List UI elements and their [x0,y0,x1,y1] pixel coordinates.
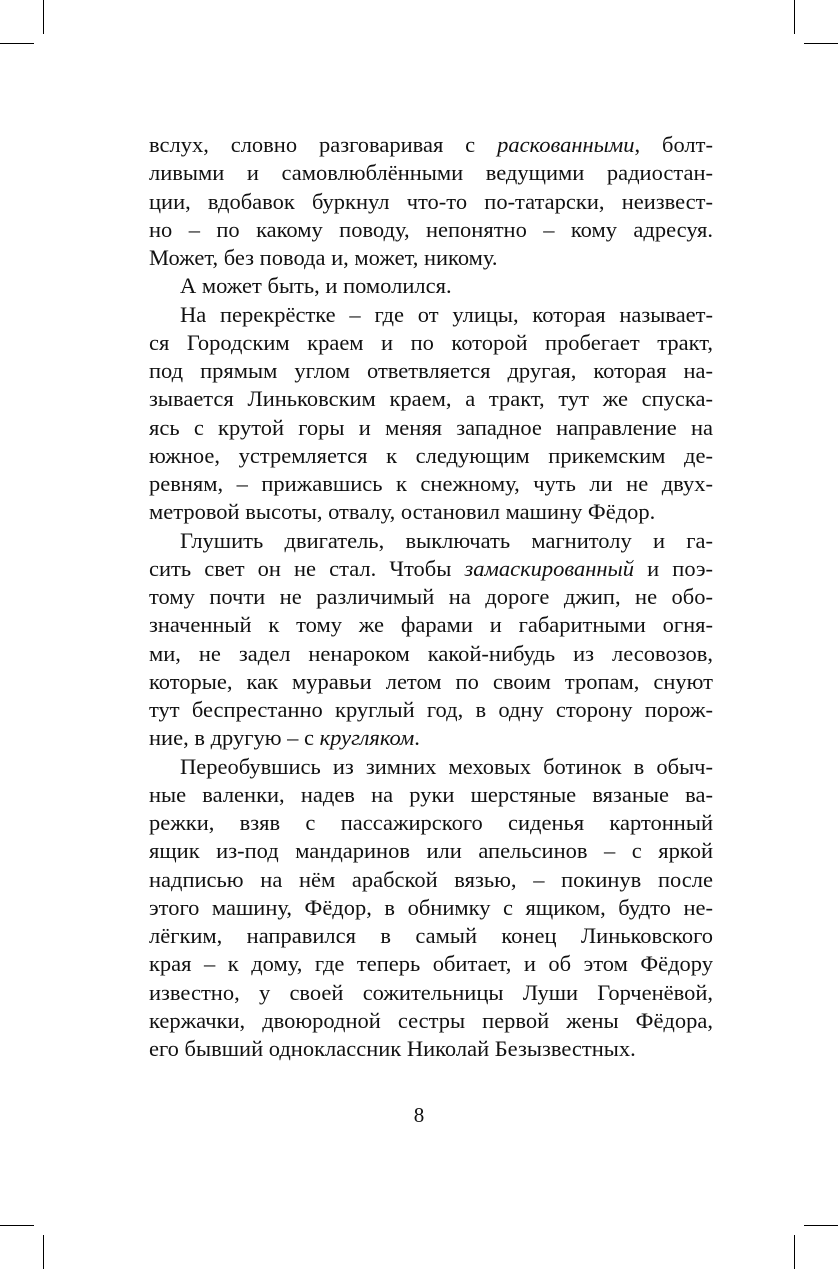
line-text: надписью на нём арабской вязью, – покинув после [149,866,713,892]
text-line [149,470,713,498]
line-text: зывается Линьковским краем, а тракт, тут же спуска- [149,386,713,412]
text-line [149,837,713,865]
body-text [149,131,713,1063]
line-text: ся Городским краем и по которой пробегает тракт, [149,329,713,355]
line-text: тому почти не различимый на дороге джип, не обо- [149,584,713,609]
text-line [149,950,713,978]
line-text: лёгким, направился в самый конец Линьковского [149,923,713,948]
line-text: но – по какому поводу, непонятно – кому адресуя. [149,216,713,242]
line-text: метровой высоты, отвалу, остановил машину Фёдор. [149,499,656,525]
text-line [149,979,713,1007]
line-text: его бывший одноклассник Николай Безызвестных. [149,1036,636,1061]
text-line [149,159,713,187]
text-line [149,244,713,272]
text-line [149,385,713,413]
text-line [149,809,713,837]
line-text: ливыми и самовлюблёнными ведущими радиостан- [149,160,713,186]
crop-mark-top-right-vertical [794,0,795,34]
text-line [149,753,713,781]
text-line [149,894,713,922]
text-line [149,1035,713,1063]
text-line [149,131,713,159]
line-italic-word: раскованными [497,132,635,157]
line-text: южное, устремляется к следующим прикемским де- [149,442,713,468]
line-text: под прямым углом ответвляется другая, которая на- [149,358,713,383]
line-text: На перекрёстке – где от улицы, которая называет- [180,301,713,327]
line-text-tail: . [414,725,420,751]
text-line [149,1007,713,1035]
line-text: известно, у своей сожительницы Луши Горченёвой, [149,979,713,1005]
crop-mark-top-left-horizontal [0,43,34,44]
text-line [149,866,713,894]
text-line [149,272,713,300]
line-text: ные валенки, надев на руки шерстяные вязаные ва- [149,781,713,807]
line-text: ции, вдобавок буркнул что-то по-татарски, неизвест- [149,188,713,214]
line-text: тут беспрестанно круглый год, в одну сторону порож- [149,697,713,722]
line-text: Может, без повода и, может, никому. [149,245,498,270]
line-italic-word: замаскированный [464,555,635,581]
line-text: кержачки, двоюродной сестры первой жены Фёдора, [149,1007,713,1033]
line-text-tail: , болт- [634,132,713,157]
text-line [149,668,713,696]
line-text: края – к дому, где теперь обитает, и об этом Фёдору [149,951,713,977]
text-line [149,357,713,385]
line-text: ясь с крутой горы и меняя западное направление на [149,414,713,440]
text-line [149,442,713,470]
crop-mark-top-left-vertical [43,0,44,34]
text-line [149,414,713,442]
text-line [149,696,713,724]
line-text: которые, как муравьи летом по своим тропам, снуют [149,668,713,694]
line-text: этого машину, Фёдор, в обнимку с ящиком, будто не- [149,894,713,920]
text-line [149,640,713,668]
text-line [149,555,713,583]
text-line [149,724,713,752]
page-number: 8 [413,1103,425,1127]
line-text: вслух, словно разговаривая с [149,132,498,157]
line-text-tail: и поэ- [634,555,713,581]
crop-mark-top-right-horizontal [804,43,838,44]
text-line [149,216,713,244]
crop-mark-bottom-left-vertical [43,1235,44,1269]
line-text: ящик из-под мандаринов или апельсинов – с яркой [149,838,713,864]
line-text: режки, взяв с пассажирского сиденья картонный [149,810,713,835]
line-text: ревням, – прижавшись к снежному, чуть ли не двух- [149,471,713,496]
text-line [149,188,713,216]
text-line [149,301,713,329]
line-text: Глушить двигатель, выключать магнитолу и га- [180,527,713,553]
text-line [149,329,713,357]
crop-mark-bottom-right-horizontal [804,1225,838,1226]
line-text: значенный к тому же фарами и габаритными огня- [149,612,713,638]
text-line [149,527,713,555]
text-line [149,781,713,809]
line-text: сить свет он не стал. Чтобы [149,555,465,581]
line-text: Переобувшись из зимних меховых ботинок в обыч- [180,753,713,779]
line-text: ми, не задел ненароком какой-нибудь из лесовозов, [149,640,713,666]
text-line [149,583,713,611]
crop-mark-bottom-right-vertical [794,1235,795,1269]
line-text: ние, в другую – с [149,725,320,751]
line-italic-word: кругляком [319,725,415,751]
crop-mark-bottom-left-horizontal [0,1225,34,1226]
text-line [149,922,713,950]
text-line [149,611,713,639]
text-line [149,498,713,526]
line-text: А может быть, и помолился. [180,273,452,299]
